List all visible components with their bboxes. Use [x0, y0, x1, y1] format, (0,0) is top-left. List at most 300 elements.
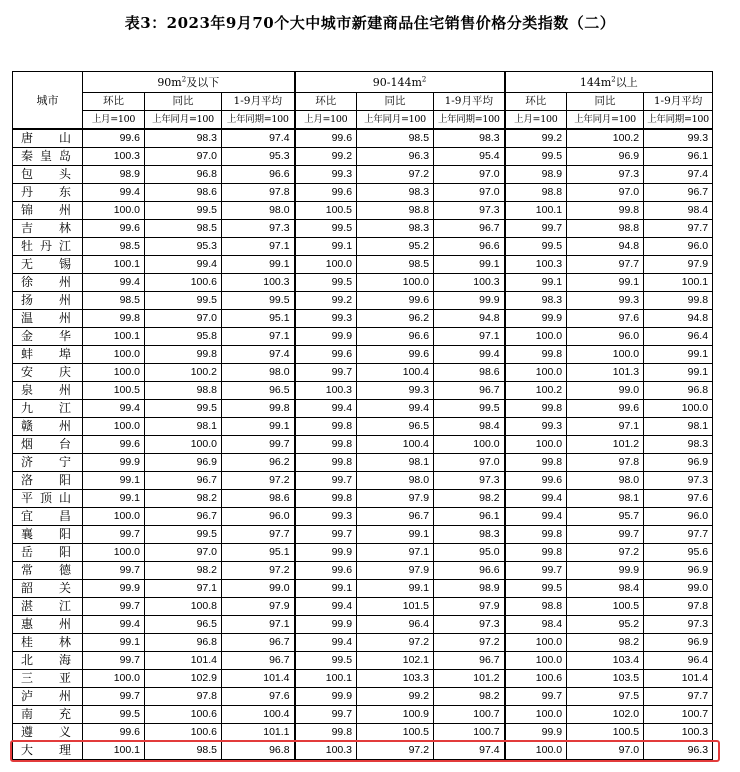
value-cell: 99.8 — [505, 346, 567, 364]
value-cell: 99.5 — [145, 202, 222, 220]
value-cell: 97.0 — [434, 166, 505, 184]
value-cell: 99.3 — [295, 508, 357, 526]
city-name: 岳阳 — [21, 545, 71, 559]
table-row — [13, 238, 713, 256]
value-cell: 99.8 — [295, 436, 357, 454]
city-name: 泸州 — [21, 689, 71, 703]
base-header-last-year-month: 上年同月=100 — [567, 111, 644, 130]
value-cell: 99.1 — [434, 256, 505, 274]
value-cell: 98.8 — [145, 382, 222, 400]
city-name: 温州 — [21, 311, 71, 325]
value-cell: 100.3 — [83, 148, 145, 166]
value-cell: 99.2 — [357, 688, 434, 706]
table-row — [13, 418, 713, 436]
table-body — [13, 129, 713, 760]
value-cell: 99.8 — [222, 400, 295, 418]
value-cell: 95.8 — [145, 328, 222, 346]
value-cell: 99.5 — [145, 526, 222, 544]
value-cell: 96.7 — [222, 652, 295, 670]
value-cell: 97.0 — [567, 742, 644, 760]
value-cell: 98.1 — [644, 418, 713, 436]
value-cell: 101.4 — [222, 670, 295, 688]
value-cell: 97.9 — [434, 598, 505, 616]
table-row — [13, 454, 713, 472]
value-cell: 100.1 — [83, 256, 145, 274]
value-cell: 95.7 — [567, 508, 644, 526]
value-cell: 99.9 — [295, 328, 357, 346]
value-cell: 100.0 — [434, 436, 505, 454]
value-cell: 98.8 — [357, 202, 434, 220]
value-cell: 98.8 — [567, 220, 644, 238]
value-cell: 103.5 — [567, 670, 644, 688]
sub-header-yoy: 同比 — [145, 93, 222, 111]
value-cell: 95.1 — [222, 544, 295, 562]
value-cell: 100.0 — [83, 346, 145, 364]
header-sub-row — [13, 93, 713, 111]
city-name: 惠州 — [21, 617, 71, 631]
value-cell: 99.9 — [505, 310, 567, 328]
table-row — [13, 256, 713, 274]
value-cell: 95.3 — [145, 238, 222, 256]
base-header-last-year-month: 上年同月=100 — [145, 111, 222, 130]
value-cell: 100.3 — [434, 274, 505, 292]
value-cell: 96.3 — [357, 148, 434, 166]
value-cell: 99.6 — [83, 220, 145, 238]
value-cell: 101.1 — [222, 724, 295, 742]
value-cell: 97.4 — [644, 166, 713, 184]
value-cell: 99.1 — [295, 238, 357, 256]
table-row — [13, 310, 713, 328]
value-cell: 100.4 — [222, 706, 295, 724]
city-name: 北海 — [21, 653, 71, 667]
value-cell: 100.2 — [505, 382, 567, 400]
value-cell: 100.0 — [505, 436, 567, 454]
value-cell: 100.9 — [357, 706, 434, 724]
value-cell: 96.9 — [567, 148, 644, 166]
value-cell: 100.3 — [222, 274, 295, 292]
value-cell: 95.6 — [644, 544, 713, 562]
value-cell: 97.5 — [567, 688, 644, 706]
value-cell: 96.7 — [357, 508, 434, 526]
city-name: 南充 — [21, 707, 71, 721]
value-cell: 100.0 — [505, 742, 567, 760]
city-cell — [13, 544, 83, 562]
value-cell: 99.8 — [295, 490, 357, 508]
city-cell — [13, 292, 83, 310]
value-cell: 99.7 — [295, 364, 357, 382]
value-cell: 98.9 — [83, 166, 145, 184]
value-cell: 99.1 — [357, 526, 434, 544]
value-cell: 101.4 — [644, 670, 713, 688]
value-cell: 97.3 — [434, 616, 505, 634]
value-cell: 101.3 — [567, 364, 644, 382]
value-cell: 99.4 — [434, 346, 505, 364]
value-cell: 99.8 — [83, 310, 145, 328]
value-cell: 100.1 — [295, 670, 357, 688]
value-cell: 96.7 — [644, 184, 713, 202]
table-row — [13, 688, 713, 706]
value-cell: 99.6 — [83, 129, 145, 148]
value-cell: 97.3 — [644, 616, 713, 634]
value-cell: 97.4 — [434, 742, 505, 760]
value-cell: 99.9 — [83, 580, 145, 598]
value-cell: 99.6 — [83, 724, 145, 742]
value-cell: 99.1 — [295, 580, 357, 598]
value-cell: 99.7 — [295, 706, 357, 724]
value-cell: 99.4 — [145, 256, 222, 274]
city-cell — [13, 454, 83, 472]
value-cell: 99.2 — [505, 129, 567, 148]
value-cell: 100.0 — [83, 670, 145, 688]
sub-header-mom: 环比 — [295, 93, 357, 111]
city-name: 襄阳 — [21, 527, 71, 541]
table-row — [13, 598, 713, 616]
value-cell: 102.1 — [357, 652, 434, 670]
group-header-90-144: $90-144m^2$ — [295, 72, 505, 93]
city-cell — [13, 129, 83, 148]
city-cell — [13, 184, 83, 202]
value-cell: 99.7 — [222, 436, 295, 454]
value-cell: 96.7 — [434, 382, 505, 400]
value-cell: 95.1 — [222, 310, 295, 328]
city-name: 包头 — [21, 167, 71, 181]
value-cell: 100.0 — [83, 202, 145, 220]
value-cell: 99.7 — [505, 688, 567, 706]
value-cell: 97.0 — [434, 184, 505, 202]
value-cell: 96.7 — [145, 508, 222, 526]
value-cell: 97.7 — [644, 526, 713, 544]
value-cell: 100.5 — [567, 724, 644, 742]
value-cell: 99.4 — [295, 634, 357, 652]
value-cell: 100.6 — [505, 670, 567, 688]
value-cell: 98.3 — [357, 184, 434, 202]
city-cell — [13, 202, 83, 220]
table-header — [13, 72, 713, 130]
value-cell: 99.9 — [434, 292, 505, 310]
city-name: 平顶山 — [21, 491, 71, 505]
value-cell: 99.7 — [295, 526, 357, 544]
value-cell: 96.9 — [644, 634, 713, 652]
table-row — [13, 328, 713, 346]
table-row — [13, 364, 713, 382]
value-cell: 97.4 — [222, 129, 295, 148]
value-cell: 96.6 — [434, 238, 505, 256]
sub-header-yoy: 同比 — [567, 93, 644, 111]
value-cell: 100.5 — [567, 598, 644, 616]
value-cell: 99.5 — [295, 220, 357, 238]
value-cell: 99.0 — [644, 580, 713, 598]
value-cell: 99.5 — [505, 238, 567, 256]
value-cell: 99.7 — [505, 220, 567, 238]
value-cell: 99.9 — [295, 616, 357, 634]
page-title: 表3：2023年9月70个大中城市新建商品住宅销售价格分类指数（二） — [124, 14, 616, 32]
value-cell: 97.9 — [222, 598, 295, 616]
city-name: 烟台 — [21, 437, 71, 451]
value-cell: 100.3 — [644, 724, 713, 742]
value-cell: 98.5 — [83, 238, 145, 256]
city-name: 宜昌 — [21, 509, 71, 523]
value-cell: 99.0 — [567, 382, 644, 400]
value-cell: 99.8 — [295, 724, 357, 742]
value-cell: 98.8 — [505, 598, 567, 616]
value-cell: 97.2 — [357, 742, 434, 760]
value-cell: 97.2 — [567, 544, 644, 562]
value-cell: 99.2 — [295, 148, 357, 166]
value-cell: 97.8 — [145, 688, 222, 706]
value-cell: 97.8 — [644, 598, 713, 616]
value-cell: 99.5 — [83, 706, 145, 724]
city-name: 桂林 — [21, 635, 71, 649]
table-row — [13, 274, 713, 292]
value-cell: 99.6 — [83, 436, 145, 454]
value-cell: 96.4 — [644, 328, 713, 346]
value-cell: 98.3 — [145, 129, 222, 148]
value-cell: 96.9 — [644, 562, 713, 580]
value-cell: 96.9 — [644, 454, 713, 472]
value-cell: 100.0 — [83, 364, 145, 382]
table-row — [13, 202, 713, 220]
value-cell: 98.6 — [434, 364, 505, 382]
value-cell: 95.2 — [357, 238, 434, 256]
value-cell: 99.3 — [644, 129, 713, 148]
value-cell: 98.2 — [567, 634, 644, 652]
value-cell: 100.0 — [505, 652, 567, 670]
value-cell: 96.6 — [434, 562, 505, 580]
sub-header-avg: 1-9月平均 — [644, 93, 713, 111]
value-cell: 99.3 — [357, 382, 434, 400]
city-name: 扬州 — [21, 293, 71, 307]
value-cell: 99.9 — [505, 724, 567, 742]
value-cell: 100.2 — [567, 129, 644, 148]
value-cell: 98.2 — [145, 490, 222, 508]
value-cell: 96.7 — [434, 220, 505, 238]
value-cell: 102.9 — [145, 670, 222, 688]
value-cell: 100.0 — [295, 256, 357, 274]
value-cell: 100.0 — [83, 544, 145, 562]
value-cell: 99.7 — [83, 652, 145, 670]
value-cell: 99.4 — [357, 400, 434, 418]
city-name: 常德 — [21, 563, 71, 577]
table-row — [13, 724, 713, 742]
value-cell: 97.7 — [222, 526, 295, 544]
value-cell: 96.0 — [222, 508, 295, 526]
value-cell: 100.0 — [145, 436, 222, 454]
value-cell: 98.8 — [505, 184, 567, 202]
value-cell: 97.1 — [222, 328, 295, 346]
value-cell: 99.6 — [295, 562, 357, 580]
value-cell: 100.8 — [145, 598, 222, 616]
value-cell: 99.6 — [295, 346, 357, 364]
city-cell — [13, 418, 83, 436]
value-cell: 97.0 — [145, 148, 222, 166]
value-cell: 97.0 — [567, 184, 644, 202]
value-cell: 97.2 — [222, 562, 295, 580]
table-row — [13, 436, 713, 454]
sub-header-yoy: 同比 — [357, 93, 434, 111]
city-cell — [13, 526, 83, 544]
value-cell: 97.7 — [644, 688, 713, 706]
city-name: 湛江 — [21, 599, 71, 613]
table-row — [13, 490, 713, 508]
value-cell: 98.0 — [222, 202, 295, 220]
value-cell: 99.2 — [295, 292, 357, 310]
value-cell: 100.0 — [567, 346, 644, 364]
value-cell: 96.0 — [644, 238, 713, 256]
table-row — [13, 166, 713, 184]
value-cell: 99.4 — [505, 508, 567, 526]
city-cell — [13, 634, 83, 652]
base-header-last-year-month: 上年同月=100 — [357, 111, 434, 130]
value-cell: 99.8 — [295, 454, 357, 472]
value-cell: 100.0 — [357, 274, 434, 292]
value-cell: 98.6 — [145, 184, 222, 202]
value-cell: 99.8 — [145, 346, 222, 364]
city-cell — [13, 724, 83, 742]
value-cell: 99.8 — [295, 418, 357, 436]
value-cell: 99.8 — [505, 400, 567, 418]
value-cell: 100.2 — [145, 364, 222, 382]
value-cell: 99.1 — [222, 256, 295, 274]
value-cell: 97.3 — [434, 472, 505, 490]
city-cell — [13, 400, 83, 418]
base-header-last-month: 上月=100 — [295, 111, 357, 130]
city-cell — [13, 598, 83, 616]
value-cell: 100.3 — [295, 742, 357, 760]
value-cell: 98.3 — [434, 526, 505, 544]
value-cell: 99.7 — [83, 526, 145, 544]
value-cell: 97.7 — [567, 256, 644, 274]
value-cell: 97.8 — [567, 454, 644, 472]
value-cell: 100.6 — [145, 724, 222, 742]
value-cell: 96.3 — [644, 742, 713, 760]
value-cell: 100.0 — [505, 328, 567, 346]
table-row — [13, 670, 713, 688]
value-cell: 99.6 — [505, 472, 567, 490]
value-cell: 99.0 — [222, 580, 295, 598]
value-cell: 96.0 — [644, 508, 713, 526]
base-header-last-year-period: 上年同期=100 — [644, 111, 713, 130]
city-name: 九江 — [21, 401, 71, 415]
city-cell — [13, 382, 83, 400]
value-cell: 97.3 — [222, 220, 295, 238]
city-cell — [13, 364, 83, 382]
table-row — [13, 400, 713, 418]
table-row — [13, 508, 713, 526]
value-cell: 97.6 — [644, 490, 713, 508]
value-cell: 99.8 — [505, 544, 567, 562]
value-cell: 100.3 — [505, 256, 567, 274]
value-cell: 98.1 — [567, 490, 644, 508]
city-cell — [13, 148, 83, 166]
value-cell: 100.5 — [295, 202, 357, 220]
value-cell: 98.0 — [567, 472, 644, 490]
value-cell: 97.1 — [434, 328, 505, 346]
value-cell: 103.3 — [357, 670, 434, 688]
value-cell: 101.2 — [434, 670, 505, 688]
value-cell: 98.6 — [222, 490, 295, 508]
value-cell: 96.2 — [222, 454, 295, 472]
value-cell: 98.2 — [434, 688, 505, 706]
city-name: 唐山 — [21, 131, 71, 145]
value-cell: 98.3 — [644, 436, 713, 454]
value-cell: 98.5 — [145, 742, 222, 760]
value-cell: 100.0 — [505, 706, 567, 724]
city-cell — [13, 688, 83, 706]
value-cell: 99.1 — [644, 346, 713, 364]
value-cell: 98.1 — [357, 454, 434, 472]
value-cell: 99.4 — [505, 490, 567, 508]
value-cell: 99.8 — [567, 202, 644, 220]
group-header-90-below: $90m^2$及以下 — [83, 72, 295, 93]
value-cell: 96.4 — [357, 616, 434, 634]
value-cell: 99.1 — [357, 580, 434, 598]
value-cell: 98.0 — [357, 472, 434, 490]
value-cell: 99.7 — [567, 526, 644, 544]
value-cell: 100.3 — [295, 382, 357, 400]
value-cell: 96.7 — [145, 472, 222, 490]
value-cell: 97.2 — [357, 634, 434, 652]
value-cell: 98.5 — [357, 129, 434, 148]
city-name: 蚌埠 — [21, 347, 71, 361]
value-cell: 99.1 — [83, 634, 145, 652]
city-cell — [13, 616, 83, 634]
value-cell: 100.4 — [357, 364, 434, 382]
value-cell: 97.0 — [145, 310, 222, 328]
city-name: 金华 — [21, 329, 71, 343]
value-cell: 99.7 — [505, 562, 567, 580]
value-cell: 99.7 — [83, 688, 145, 706]
sub-header-avg: 1-9月平均 — [434, 93, 505, 111]
city-name: 韶关 — [21, 581, 71, 595]
table-row — [13, 129, 713, 148]
value-cell: 96.6 — [222, 166, 295, 184]
header-group-row — [13, 72, 713, 93]
table-row — [13, 652, 713, 670]
city-name: 丹东 — [21, 185, 71, 199]
sub-header-mom: 环比 — [505, 93, 567, 111]
table-row — [13, 616, 713, 634]
value-cell: 99.1 — [83, 472, 145, 490]
value-cell: 98.3 — [357, 220, 434, 238]
value-cell: 96.8 — [644, 382, 713, 400]
value-cell: 98.9 — [505, 166, 567, 184]
value-cell: 99.4 — [83, 616, 145, 634]
base-header-last-year-period: 上年同期=100 — [222, 111, 295, 130]
value-cell: 98.4 — [644, 202, 713, 220]
city-cell — [13, 562, 83, 580]
value-cell: 97.4 — [222, 346, 295, 364]
value-cell: 101.4 — [145, 652, 222, 670]
value-cell: 99.3 — [567, 292, 644, 310]
price-index-table — [12, 71, 713, 760]
value-cell: 99.3 — [295, 310, 357, 328]
value-cell: 95.4 — [434, 148, 505, 166]
city-cell — [13, 706, 83, 724]
value-cell: 97.1 — [145, 580, 222, 598]
value-cell: 97.6 — [567, 310, 644, 328]
value-cell: 99.3 — [505, 418, 567, 436]
value-cell: 99.7 — [295, 472, 357, 490]
city-cell — [13, 472, 83, 490]
value-cell: 99.4 — [83, 274, 145, 292]
value-cell: 97.1 — [222, 616, 295, 634]
table-row — [13, 544, 713, 562]
value-cell: 99.6 — [567, 400, 644, 418]
city-cell — [13, 490, 83, 508]
city-cell — [13, 256, 83, 274]
value-cell: 96.8 — [222, 742, 295, 760]
value-cell: 99.4 — [83, 400, 145, 418]
